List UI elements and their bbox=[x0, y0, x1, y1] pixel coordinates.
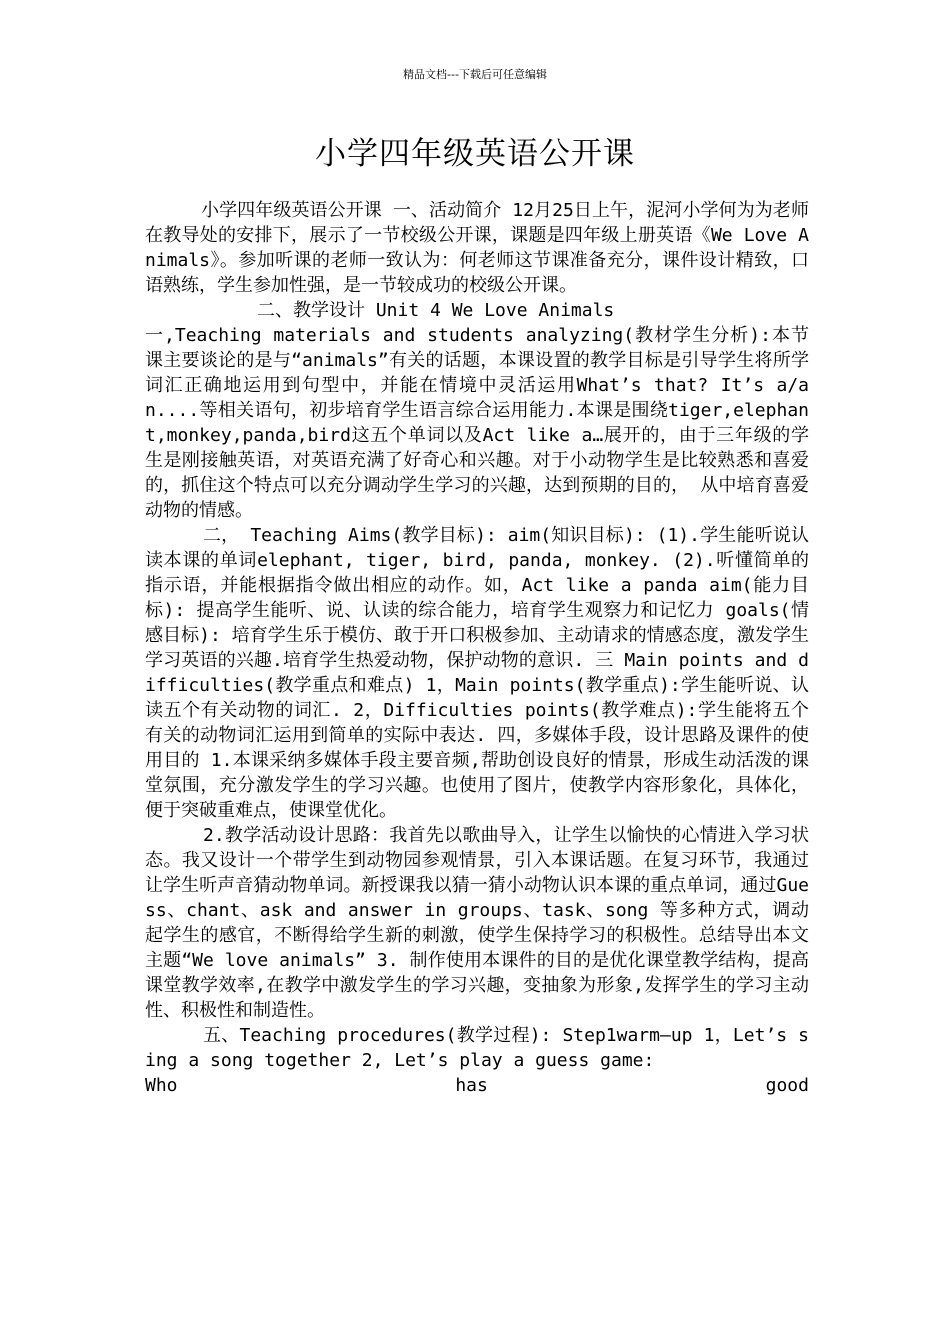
last-line-word: has bbox=[455, 1075, 488, 1096]
document-body bbox=[145, 198, 809, 1098]
paragraph-section-heading: 二、教学设计 Unit 4 We Love Animals bbox=[257, 300, 615, 321]
paragraph-intro: 小学四年级英语公开课 一、活动简介 12月25日上午，泥河小学何为为老师在教导处的安排下，展示了一节校级公开课，课题是四年级上册英语《We Love Animals》。参加听课的老师一致认为：何老师这节课准备充分，课件设计精致，口语熟练，学生参加性强，是一节较成功的校级公开课。 bbox=[145, 200, 809, 296]
document-title: 小学四年级英语公开课 bbox=[315, 136, 635, 172]
last-line-word: good bbox=[765, 1075, 809, 1096]
paragraph-teaching-procedures: 五、Teaching procedures(教学过程): Step1warm—up 1，Let’s sing a song together 2, Let’s play a guess game: bbox=[145, 1025, 809, 1071]
paragraph-design-ideas: 2.教学活动设计思路：我首先以歌曲导入，让学生以愉快的心情进入学习状态。我又设计一个带学生到动物园参观情景，引入本课话题。在复习环节，我通过让学生听声音猜动物单词。新授课我以猜一猜小动物认识本课的重点单词，通过Guess、chant、ask and answer in groups、task、song 等多种方式，调动起学生的感官，不断得给学生新的刺激，使学生保持学习的积极性。总结导出本文主题“We love animals” 3. 制作使用本课件的目的是优化课堂教学结构，提高课堂教学效率,在教学中激发学生的学习兴趣，变抽象为形象,发挥学生的学习主动性、积极性和制造性。 bbox=[145, 825, 809, 1021]
last-line-word: Who bbox=[145, 1075, 178, 1096]
paragraph-materials-analysis: 一,Teaching materials and students analyzing(教材学生分析):本节课主要谈论的是与“animals”有关的话题，本课设置的教学目标是引导学生将所学词汇正确地运用到句型中，并能在情境中灵活运用What’s that? It’s a/an....等相关语句，初步培育学生语言综合运用能力.本课是围绕tiger,elephant,monkey,panda,bird这五个单词以及Act like a…展开的，由于三年级的学生是刚接触英语，对英语充满了好奇心和兴趣。对于小动物学生是比较熟悉和喜爱的，抓住这个特点可以充分调动学生学习的兴趣，达到预期的目的， 从中培育喜爱动物的情感。 bbox=[145, 325, 809, 521]
header-note: 精品文档---下载后可任意编辑 bbox=[403, 68, 547, 81]
paragraph-last-line bbox=[145, 1073, 809, 1098]
paragraph-teaching-aims: 二， Teaching Aims(教学目标): aim(知识目标): (1).学生能听说认读本课的单词elephant, tiger, bird, panda, monkey. (2).听懂简单的指示语，并能根据指令做出相应的动作。如，Act like a panda aim(能力目标): 提高学生能听、说、认读的综合能力，培育学生观察力和记忆力 goals(情感目标): 培育学生乐于模仿、敢于开口积极参加、主动请求的情感态度，激发学生学习英语的兴趣.培育学生热爱动物，保护动物的意识. 三 Main points and difficulties(教学重点和难点) 1，Main points(教学重点):学生能听说、认读五个有关动物的词汇. 2，Difficulties points(教学难点):学生能将五个有关的动物词汇运用到简单的实际中表达. 四，多媒体手段，设计思路及课件的使用目的 1.本课采纳多媒体手段主要音频,帮助创设良好的情景，形成生动活泼的课堂氛围，充分激发学生的学习兴趣。也使用了图片，使教学内容形象化，具体化，便于突破重难点，使课堂优化。 bbox=[145, 525, 809, 821]
